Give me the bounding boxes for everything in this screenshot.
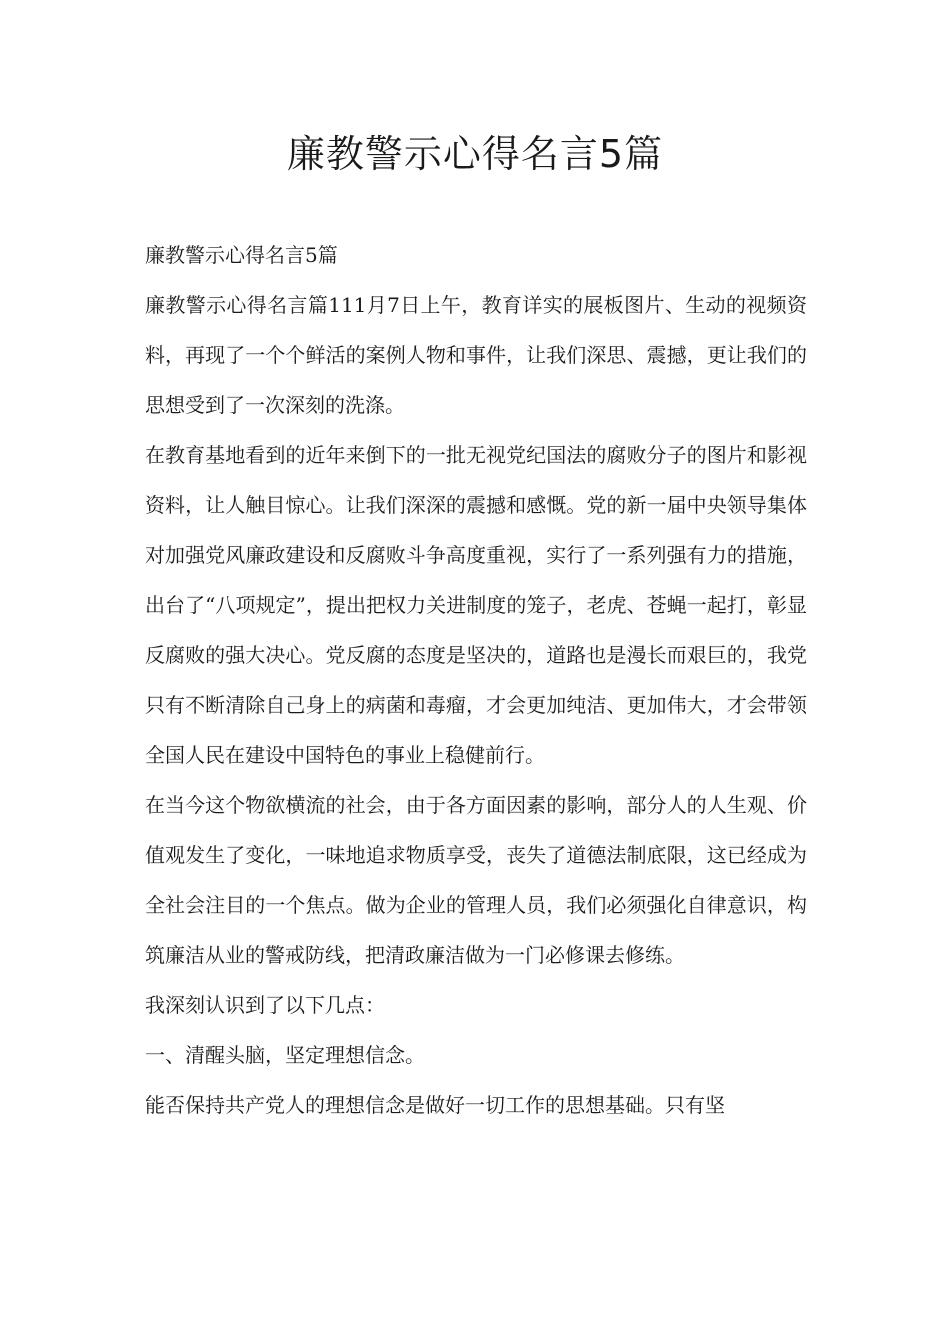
section-heading: 一、清醒头脑，坚定理想信念。 (145, 1043, 425, 1067)
paragraph: 廉教警示心得名言篇111月7日上午，教育详实的展板图片、生动的视频资料，再现了一个个鲜活的案例人物和事件，让我们深思、震撼，更让我们的思想受到了一次深刻的洗涤。 (145, 293, 807, 417)
paragraph: 在当今这个物欲横流的社会，由于各方面因素的影响，部分人的人生观、价值观发生了变化，一味地追求物质享受，丧失了道德法制底限，这已经成为全社会注目的一个焦点。做为企业的管理人员，我们必须强化自律意识，构筑廉洁从业的警戒防线，把清政廉洁做为一门必修课去修练。 (145, 793, 807, 967)
paragraph: 能否保持共产党人的理想信念是做好一切工作的思想基础。只有坚 (145, 1093, 725, 1117)
document-subtitle: 廉教警示心得名言5篇 (145, 243, 338, 267)
document-title: 廉教警示心得名言5篇 (286, 132, 664, 176)
paragraph: 我深刻认识到了以下几点： (145, 993, 385, 1017)
document-body (145, 230, 807, 1130)
paragraph: 在教育基地看到的近年来倒下的一批无视党纪国法的腐败分子的图片和影视资料，让人触目惊心。让我们深深的震撼和感慨。党的新一届中央领导集体对加强党风廉政建设和反腐败斗争高度重视，实行了一系列强有力的措施，出台了“八项规定”，提出把权力关进制度的笼子，老虎、苍蝇一起打，彰显反腐败的强大决心。党反腐的态度是坚决的，道路也是漫长而艰巨的，我党只有不断清除自己身上的病菌和毒瘤，才会更加纯洁、更加伟大，才会带领全国人民在建设中国特色的事业上稳健前行。 (145, 443, 807, 767)
